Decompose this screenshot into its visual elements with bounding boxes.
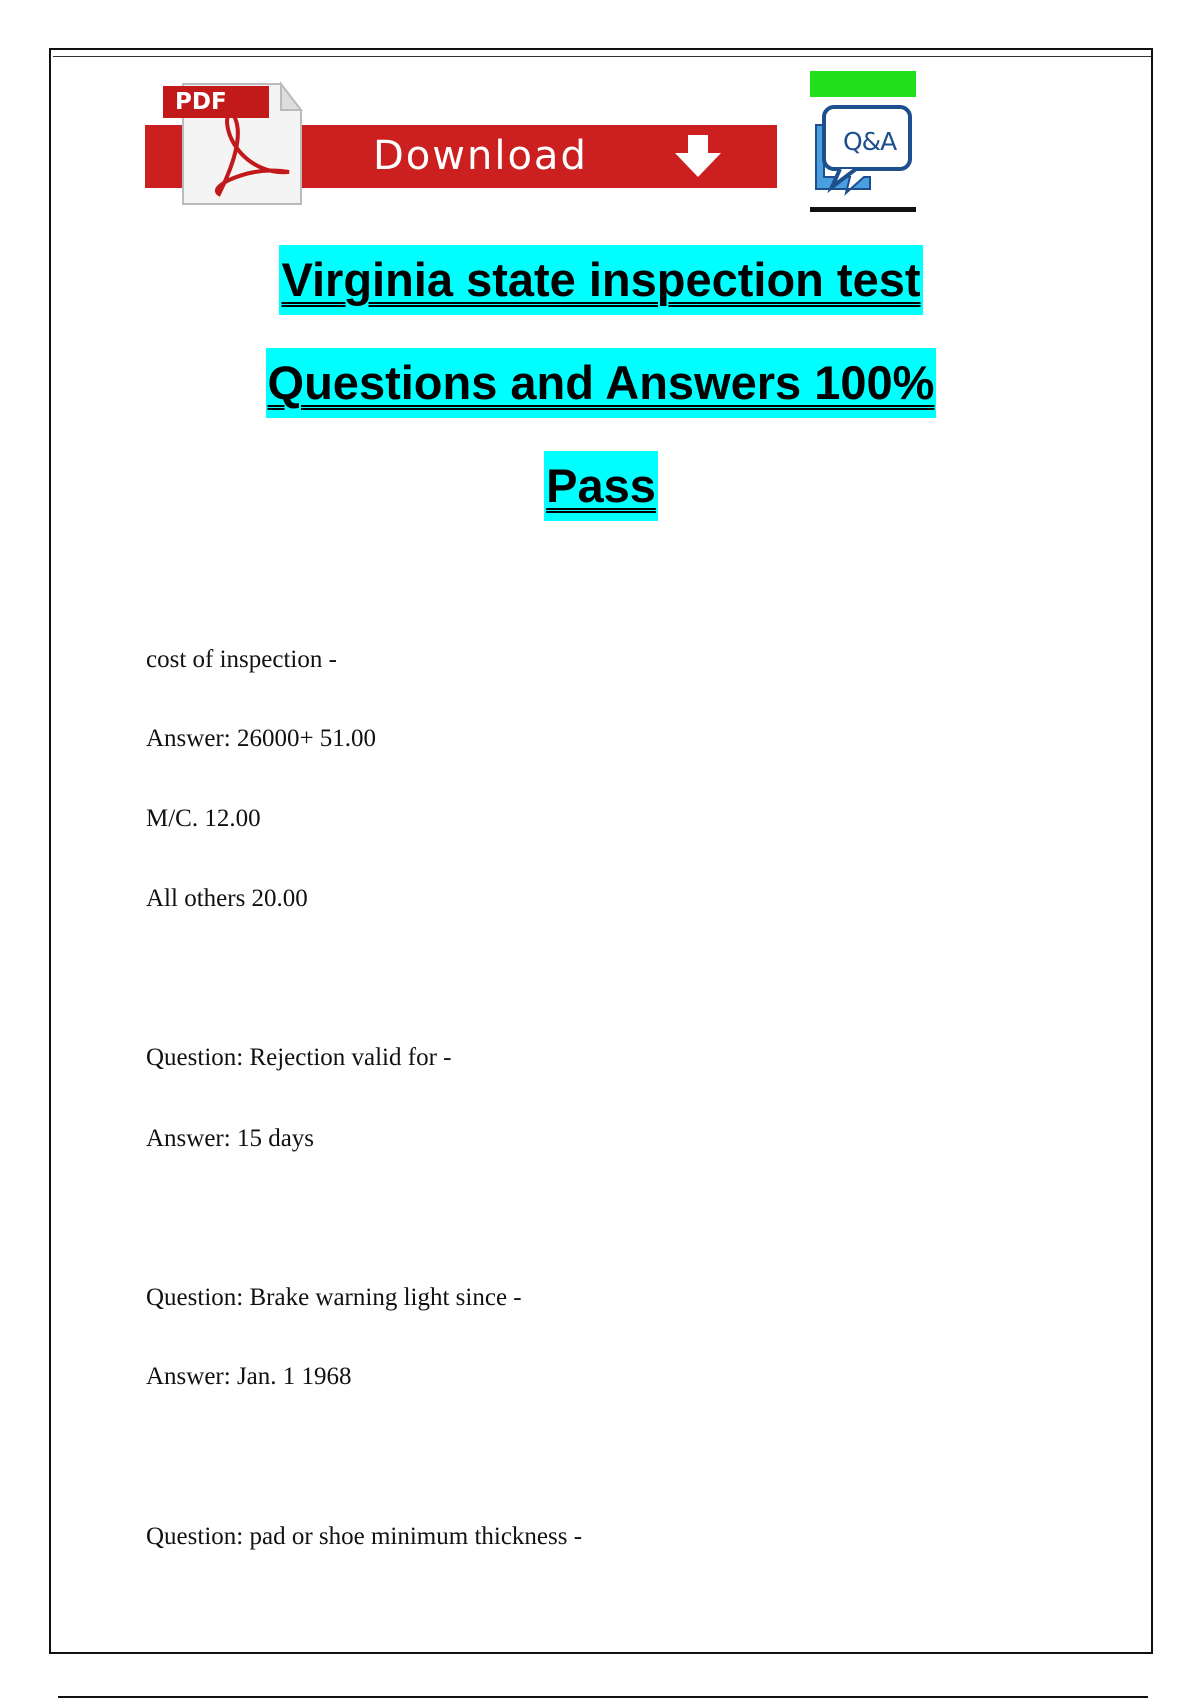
bottom-rule: [58, 1696, 1148, 1698]
qa-chat-icon: [810, 71, 916, 213]
qa-label: Q&A: [843, 127, 897, 156]
pdf-file-icon: [163, 76, 303, 206]
question-line: Question: Brake warning light since -: [146, 1284, 522, 1311]
content-line: cost of inspection -: [146, 646, 337, 673]
qa-green-bar: [810, 71, 916, 97]
content-line: All others 20.00: [146, 885, 308, 912]
title-text: Questions and Answers 100%: [266, 348, 937, 418]
down-arrow-icon: [673, 133, 723, 179]
qa-bottom-bar: [810, 207, 916, 212]
content-line: M/C. 12.00: [146, 805, 261, 832]
download-banner[interactable]: [145, 76, 777, 206]
title-line-3: [49, 451, 1153, 554]
title-text: Pass: [544, 451, 658, 521]
answer-line: Answer: 26000+ 51.00: [146, 725, 377, 752]
title-line-1: [49, 245, 1153, 348]
title-text: Virginia state inspection test: [279, 245, 922, 315]
answer-line: Answer: 15 days: [146, 1125, 315, 1152]
question-line: Question: Rejection valid for -: [146, 1044, 452, 1071]
document-title: [49, 245, 1153, 554]
pdf-label: PDF: [163, 86, 269, 118]
top-rule: [53, 56, 1151, 57]
answer-line: Answer: Jan. 1 1968: [146, 1363, 352, 1390]
download-label[interactable]: Download: [373, 133, 588, 179]
title-line-2: [49, 348, 1153, 451]
question-line: Question: pad or shoe minimum thickness -: [146, 1523, 583, 1550]
